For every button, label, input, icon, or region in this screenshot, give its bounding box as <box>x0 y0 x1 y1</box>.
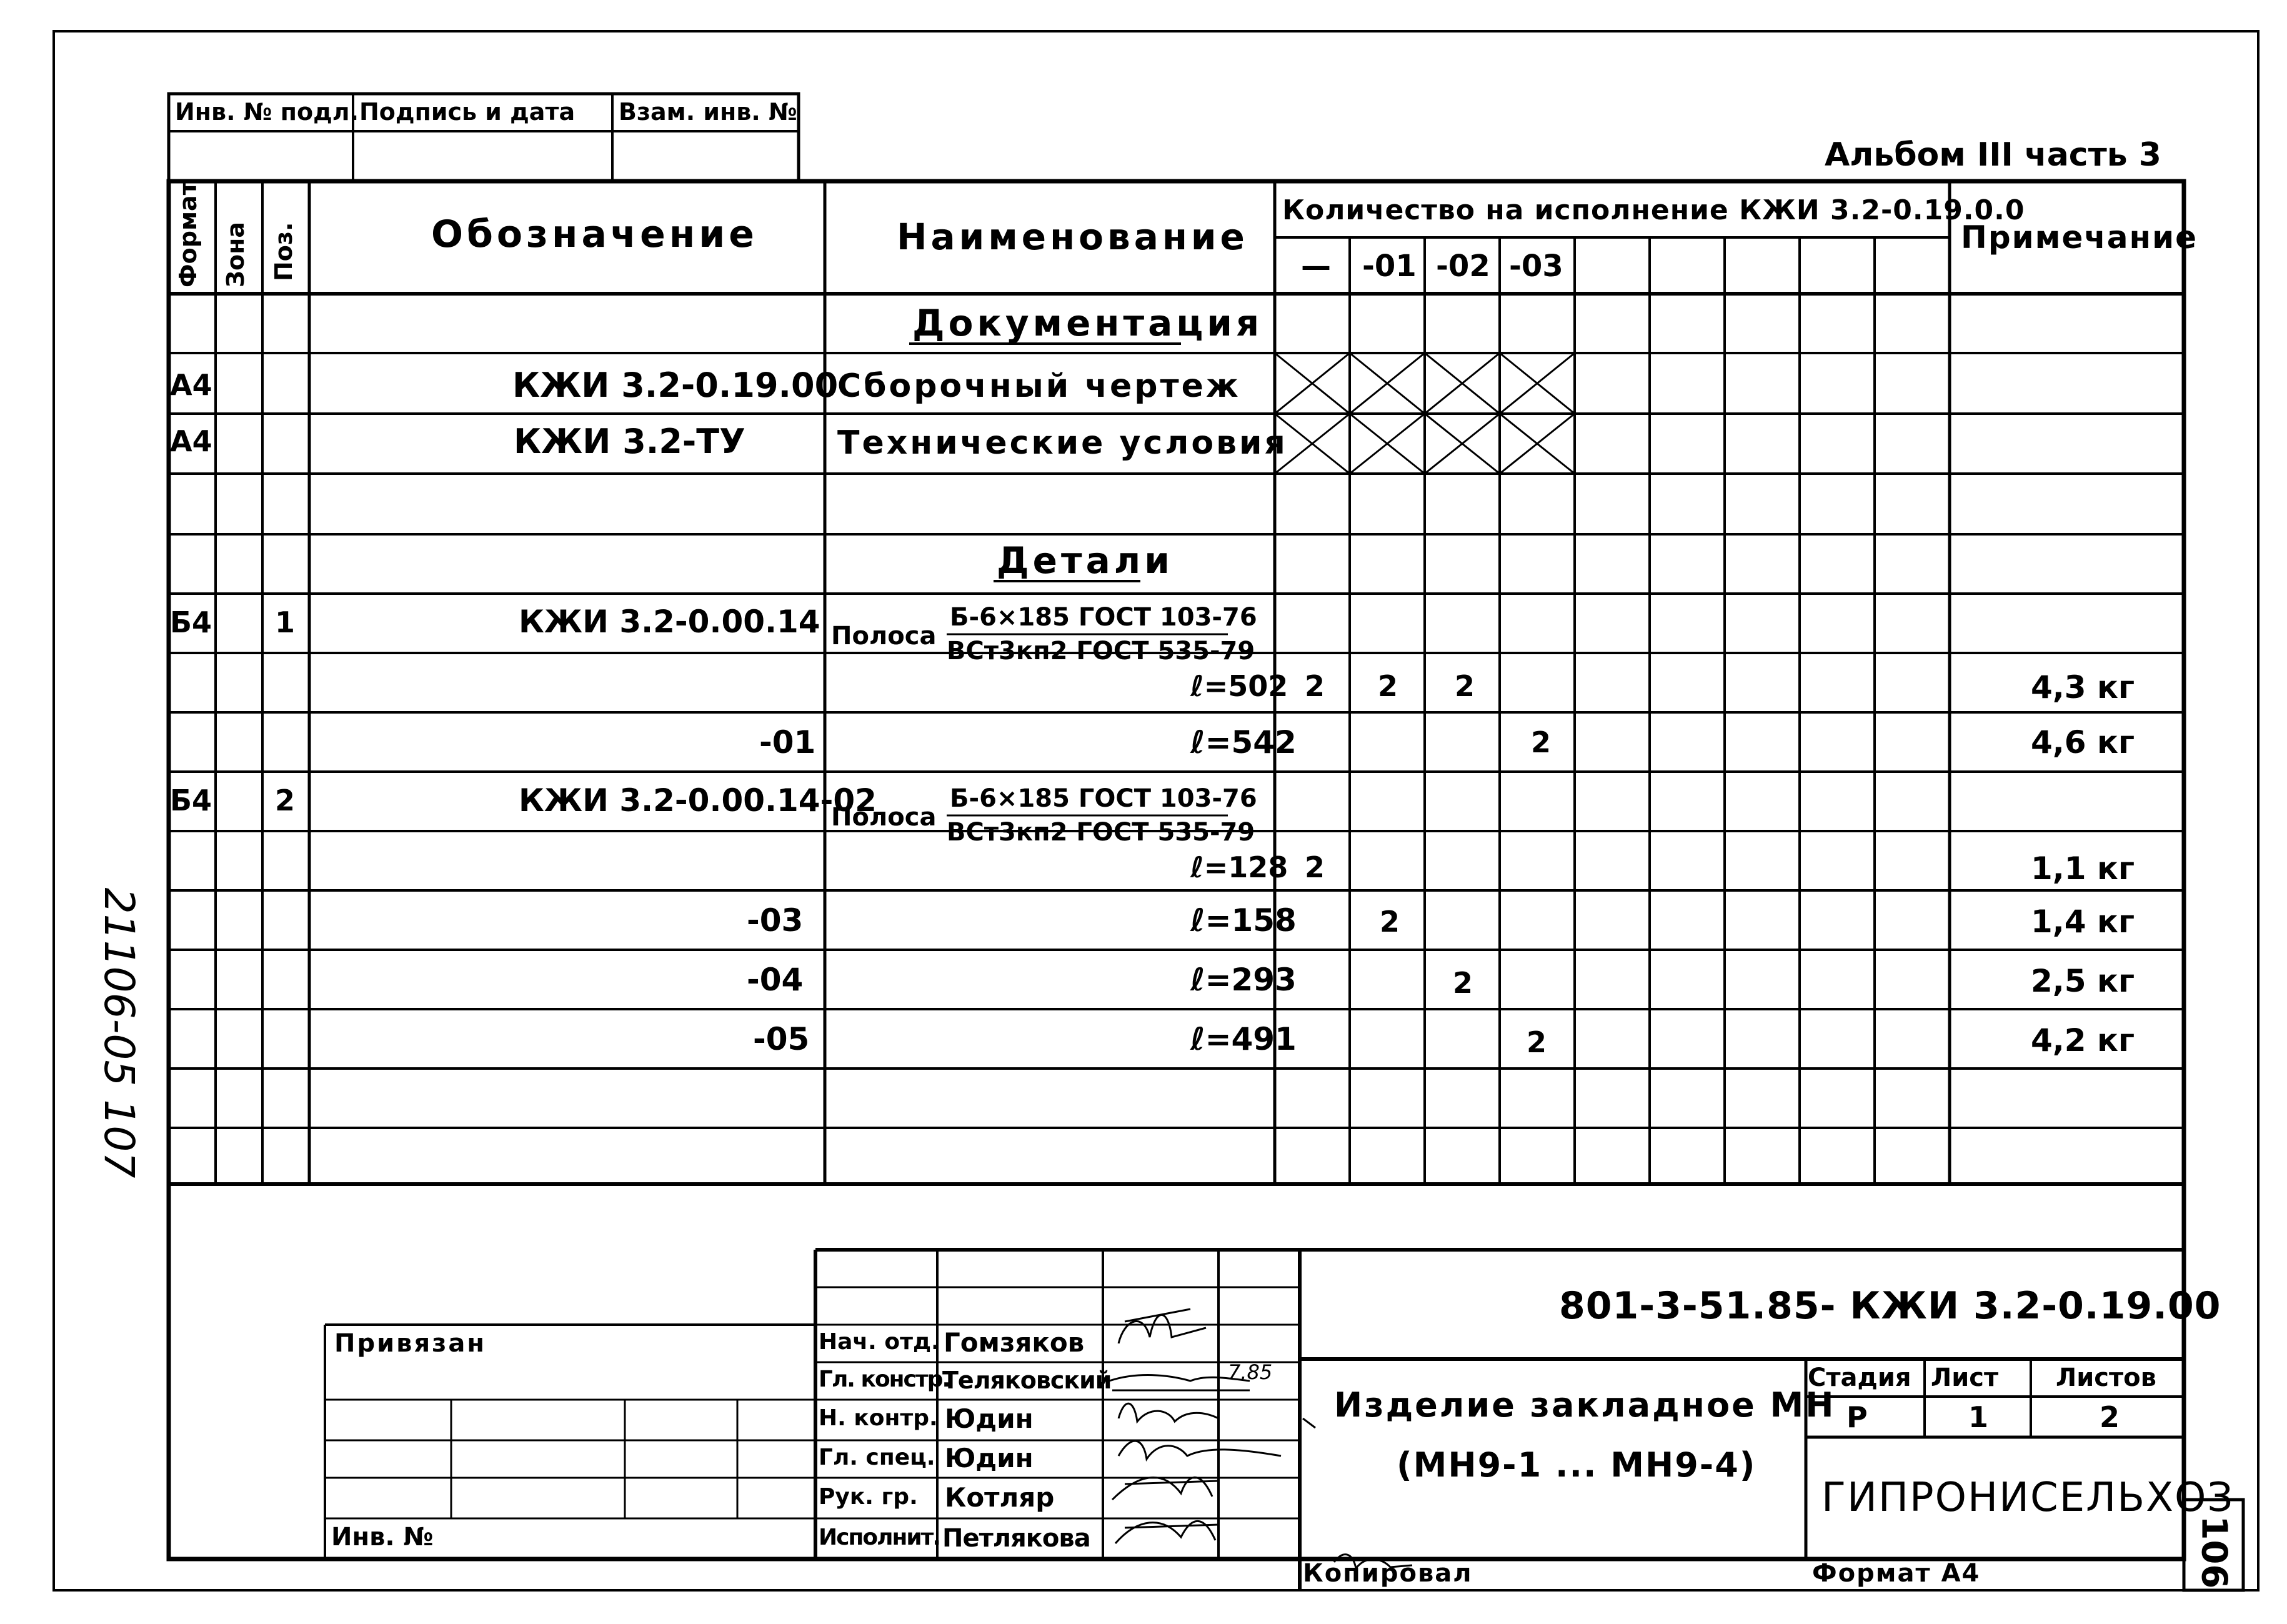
row-length: ℓ=502 <box>1190 669 1288 703</box>
row-length: ℓ=158 <box>1190 902 1297 939</box>
list-label: Лист <box>1931 1363 1999 1392</box>
row-length: ℓ=293 <box>1190 962 1297 998</box>
title-line-1: Изделие закладное МН <box>1334 1385 1836 1425</box>
organization-name: ГИПРОНИСЕЛЬХОЗ <box>1821 1475 2235 1521</box>
role-label: Нач. отд. <box>819 1329 940 1355</box>
col-format: Формат <box>174 181 202 287</box>
row-naim-num: Б-6×185 ГОСТ 103-76 <box>950 603 1257 632</box>
row-poz: 2 <box>275 784 296 817</box>
sheet-number: 106 <box>2193 1515 2235 1589</box>
inv-no-label: Инв. № <box>331 1523 434 1552</box>
row-format: Б4 <box>170 784 212 817</box>
role-label: Гл. спец. <box>819 1445 935 1470</box>
stadiya-label: Стадия <box>1808 1363 1911 1392</box>
vzam-inv-label: Взам. инв. № <box>619 98 797 126</box>
row-oboznachenie: КЖИ 3.2-0.00.14 <box>519 604 820 640</box>
row-naim-den: ВСт3кп2 ГОСТ 535-79 <box>947 818 1255 847</box>
row-oboznachenie: -04 <box>747 962 804 998</box>
row-qty: 2 <box>1453 966 1473 1000</box>
row-format: А4 <box>170 424 212 458</box>
col-poz: Поз. <box>270 222 297 281</box>
row-primechanie: 2,5 кг <box>2031 963 2135 999</box>
person-name: Юдин <box>945 1403 1034 1434</box>
side-stamp: 21106-05 107 <box>95 887 143 1178</box>
sign-date: 7.85 <box>1228 1360 1273 1384</box>
row-format: Б4 <box>170 605 212 639</box>
row-qty: 2 <box>1380 905 1400 939</box>
col-oboznachenie: Обозначение <box>431 212 759 256</box>
title-line-2: (МН9-1 ... МН9-4) <box>1397 1445 1756 1485</box>
person-name: Котляр <box>945 1482 1055 1513</box>
row-primechanie: 1,4 кг <box>2031 904 2135 940</box>
row-naim-den: ВСт3кп2 ГОСТ 535-79 <box>947 637 1255 665</box>
col-isp-2: -02 <box>1436 249 1490 284</box>
row-oboznachenie: -05 <box>753 1021 810 1057</box>
role-label: Н. контр. <box>819 1405 938 1431</box>
person-name: Петлякова <box>942 1524 1090 1553</box>
row-primechanie: 4,6 кг <box>2031 724 2135 760</box>
row-length: ℓ=491 <box>1190 1021 1297 1057</box>
row-qty: 2 <box>1378 669 1398 703</box>
row-oboznachenie: КЖИ 3.2-ТУ <box>514 422 745 461</box>
col-kolichestvo: Количество на исполнение КЖИ 3.2-0.19.0.0 <box>1282 194 2025 226</box>
privyazan-label: Привязан <box>334 1329 487 1358</box>
role-label: Исполнит. <box>819 1525 940 1550</box>
col-zona: Зона <box>222 221 249 287</box>
row-primechanie: 4,3 кг <box>2031 669 2135 705</box>
row-qty: 2 <box>1305 850 1325 884</box>
album-label: Альбом III часть 3 <box>1825 136 2161 174</box>
format-label: Формат А4 <box>1812 1559 1981 1588</box>
section-documentation: Документация <box>912 302 1263 344</box>
row-naim-main: Полоса <box>831 622 937 650</box>
row-naim-num: Б-6×185 ГОСТ 103-76 <box>950 784 1257 813</box>
stadiya-value: Р <box>1846 1400 1868 1434</box>
row-length: ℓ=542 <box>1190 724 1297 760</box>
row-format: А4 <box>170 368 212 402</box>
podpis-data-label: Подпись и дата <box>359 98 575 126</box>
person-name: Гомзяков <box>944 1327 1085 1358</box>
inv-podl-label: Инв. № подл. <box>175 98 359 126</box>
row-qty: 2 <box>1455 669 1475 703</box>
role-label: Рук. гр. <box>819 1484 918 1510</box>
col-primechanie: Примечание <box>1961 219 2198 256</box>
row-oboznachenie: КЖИ 3.2-0.00.14-02 <box>519 782 877 819</box>
col-isp-1: -01 <box>1362 249 1417 284</box>
list-value: 1 <box>1968 1400 1989 1434</box>
col-isp-0: — <box>1301 249 1331 284</box>
section-details: Детали <box>997 539 1173 582</box>
row-qty: 2 <box>1527 1025 1547 1059</box>
kopiroval-label: Копировал <box>1303 1559 1473 1588</box>
row-primechanie: 4,2 кг <box>2031 1022 2135 1059</box>
col-naimenovanie: Наименование <box>897 216 1248 258</box>
row-length: ℓ=128 <box>1190 850 1288 884</box>
row-qty: 2 <box>1305 669 1325 703</box>
role-label: Гл. констр. <box>819 1367 950 1392</box>
row-naimenovanie: Сборочный чертеж <box>837 367 1241 405</box>
row-oboznachenie: КЖИ 3.2-0.19.00 <box>512 366 839 405</box>
listov-value: 2 <box>2100 1400 2120 1434</box>
row-oboznachenie: -01 <box>759 724 816 760</box>
row-naimenovanie: Технические условия <box>837 424 1288 462</box>
listov-label: Листов <box>2056 1363 2156 1392</box>
person-name: Юдин <box>945 1443 1034 1473</box>
row-naim-main: Полоса <box>831 803 937 832</box>
signatures <box>1109 1309 1412 1568</box>
row-primechanie: 1,1 кг <box>2031 850 2135 887</box>
row-poz: 1 <box>275 605 296 639</box>
row-qty: 2 <box>1531 725 1552 759</box>
person-name: Теляковский <box>942 1367 1112 1394</box>
row-oboznachenie: -03 <box>747 902 804 939</box>
col-isp-3: -03 <box>1509 249 1563 284</box>
document-code: 801-3-51.85- КЖИ 3.2-0.19.00 <box>1559 1284 2221 1328</box>
